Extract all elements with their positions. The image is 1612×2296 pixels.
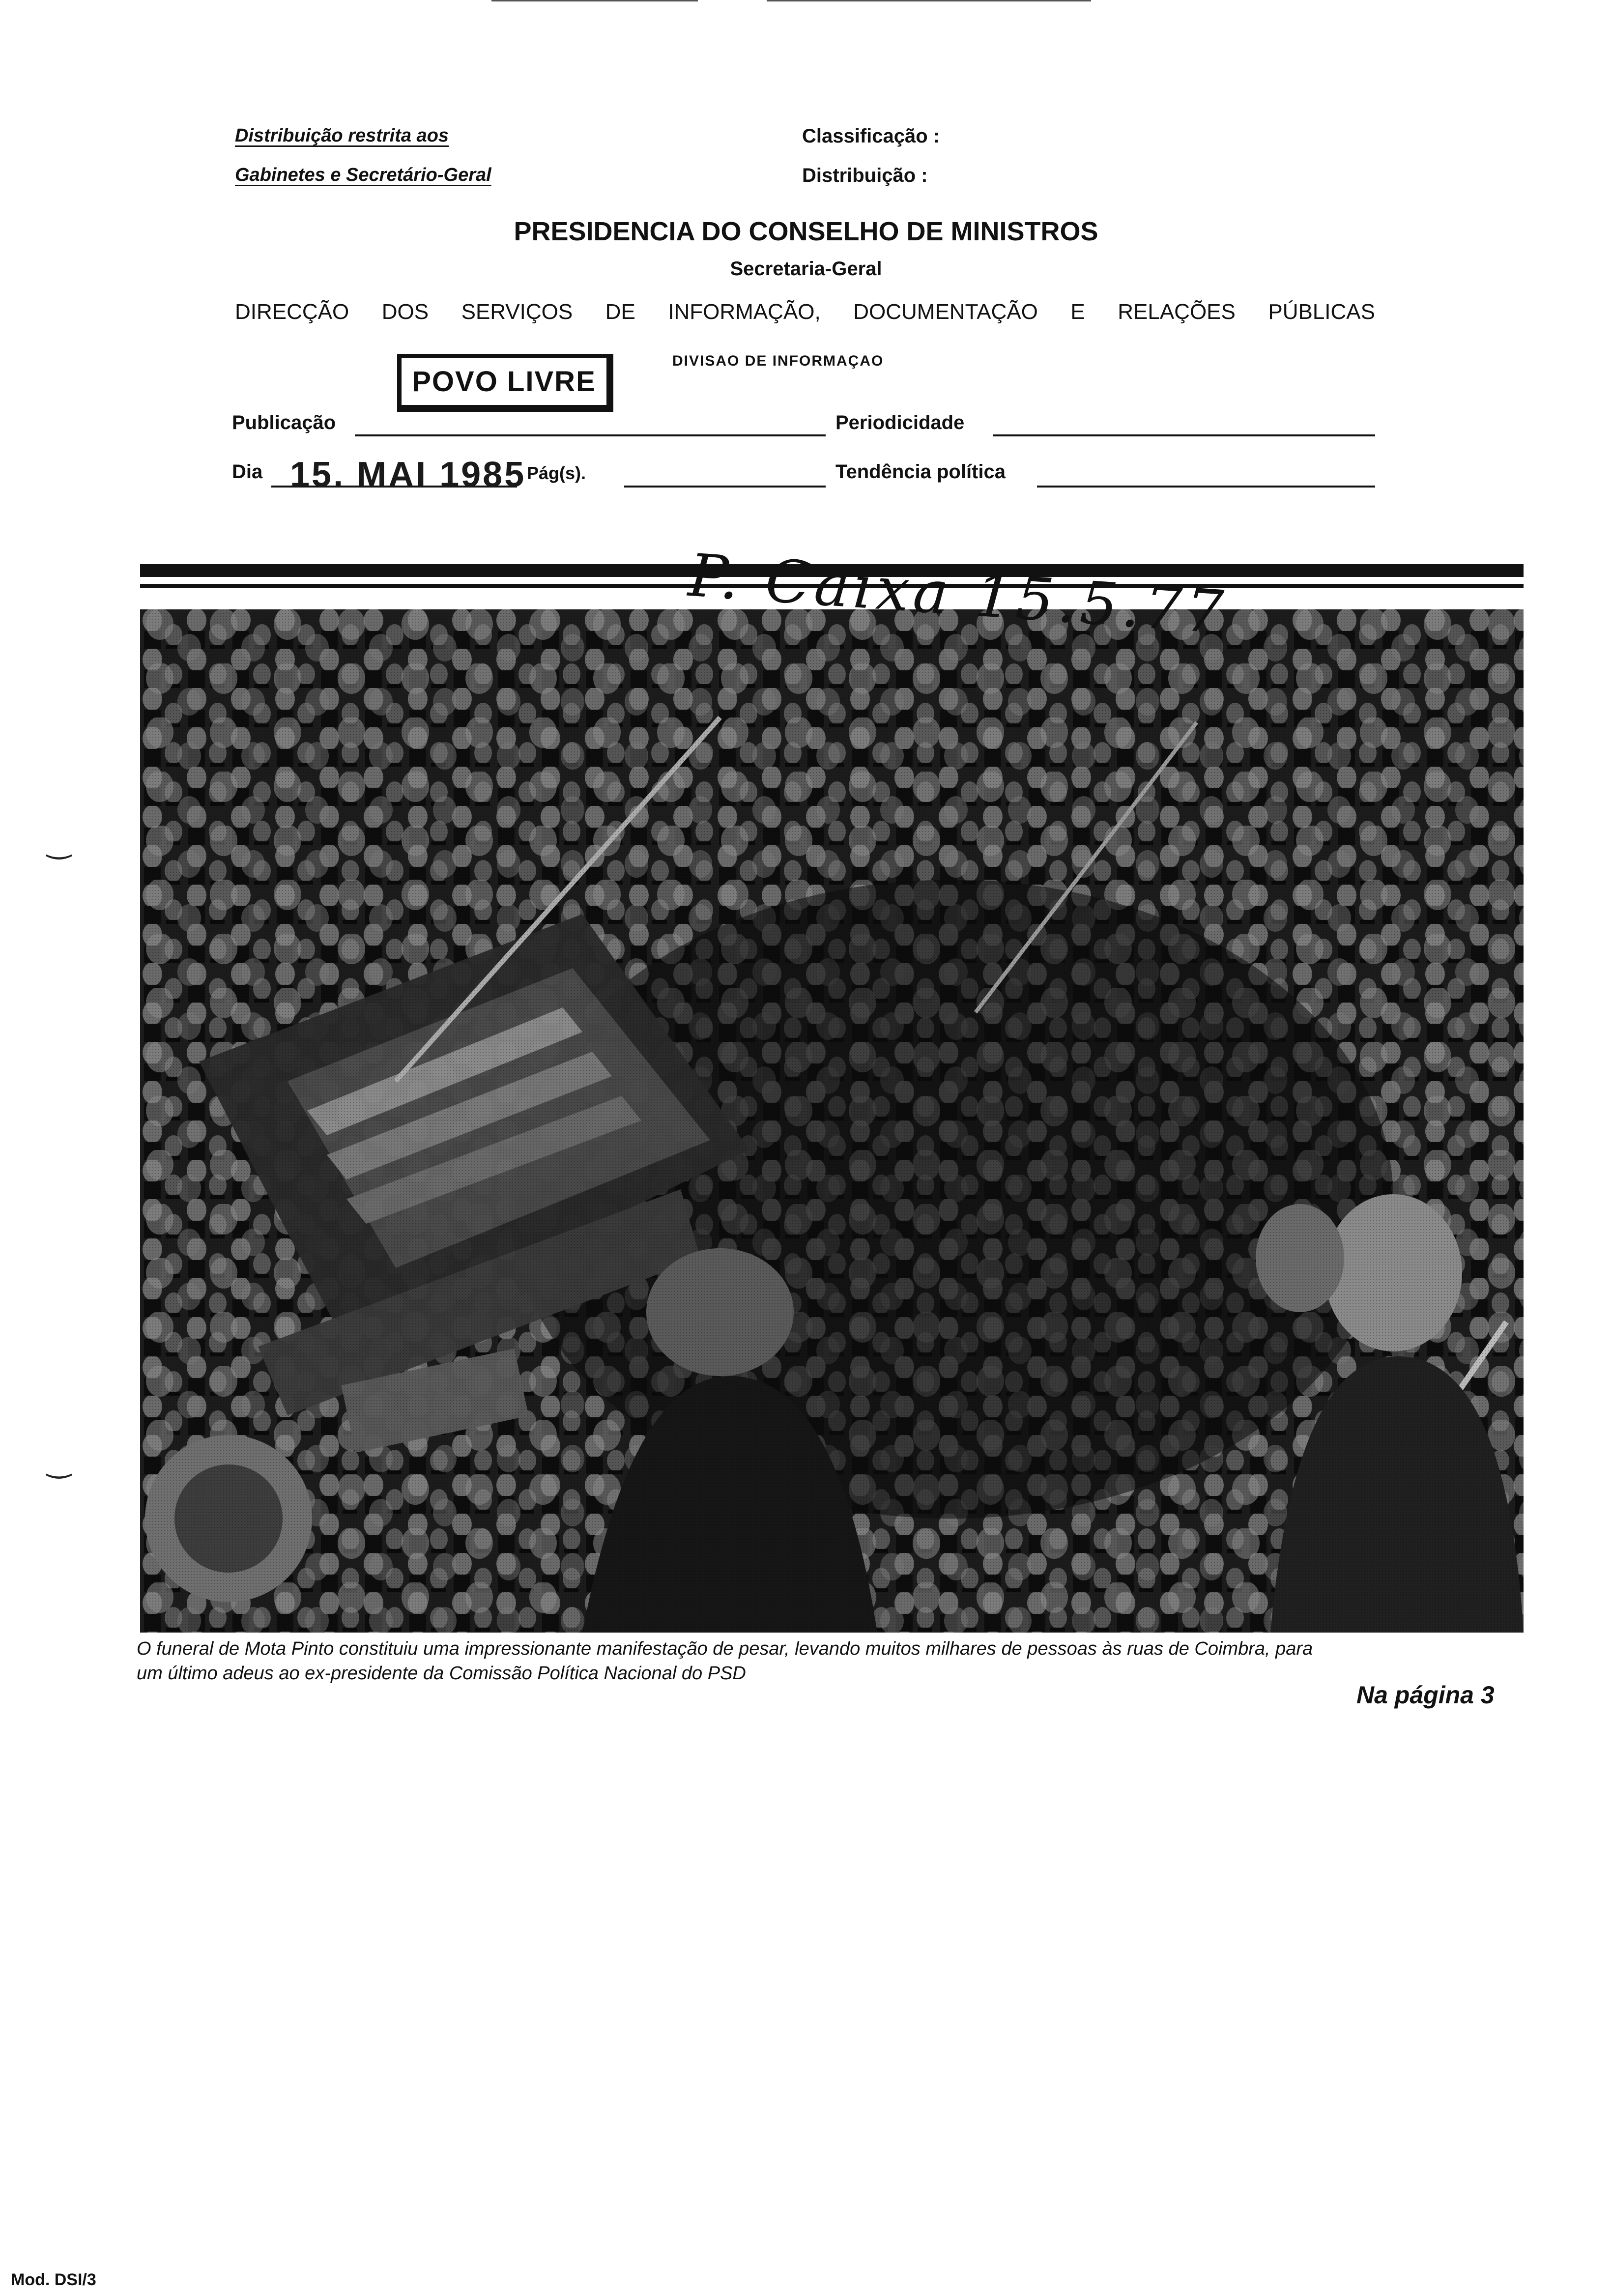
handwritten-note: P. Caixa 15.5.77 — [686, 541, 1230, 648]
periodicidade-label: Periodicidade — [835, 412, 965, 433]
periodicidade-field-line — [993, 434, 1375, 436]
form-code: Mod. DSI/3 — [11, 2270, 96, 2289]
caption-line-1: O funeral de Mota Pinto constituiu uma impressionante manifestação de pesar, levando muitos milhares de pessoas às ruas de Coimbra, para — [137, 1638, 1313, 1659]
classificacao-label: Classificação : — [802, 125, 940, 147]
publicacao-field-line — [355, 434, 826, 436]
stamp-text: POVO LIVRE — [412, 366, 596, 398]
publicacao-label: Publicação — [232, 412, 336, 433]
restricted-distribution-line1: Distribuição restrita aos — [235, 125, 449, 146]
restricted-distribution-line2: Gabinetes e Secretário-Geral — [235, 165, 491, 185]
distribuicao-label: Distribuição : — [802, 165, 928, 186]
org-title: PRESIDENCIA DO CONSELHO DE MINISTROS — [514, 217, 1098, 246]
funeral-photo — [140, 609, 1524, 1633]
divisao-informacao: DIVISAO DE INFORMAÇAO — [672, 353, 884, 369]
dia-value: 15. MAI 1985 — [290, 455, 526, 494]
margin-mark-2: ‿ — [47, 1445, 71, 1478]
direccao-line: DIRECÇÃO DOS SERVIÇOS DE INFORMAÇÃO, DOCUMENTAÇÃO E RELAÇÕES PÚBLICAS — [235, 300, 1375, 324]
pag-label: Pág(s). — [527, 463, 586, 483]
photo-caption — [137, 1636, 1523, 1686]
tendencia-label: Tendência política — [835, 461, 1006, 483]
caption-line-2: um último adeus ao ex-presidente da Comissão Política Nacional do PSD — [137, 1663, 746, 1684]
secretaria-geral: Secretaria-Geral — [730, 258, 882, 280]
tendencia-field-line — [1037, 486, 1375, 488]
margin-mark-1: ‿ — [47, 826, 71, 859]
continued-on-page: Na página 3 — [1356, 1681, 1495, 1709]
pag-field-line — [624, 486, 826, 488]
publication-stamp — [397, 354, 613, 412]
dia-label: Dia — [232, 461, 263, 483]
